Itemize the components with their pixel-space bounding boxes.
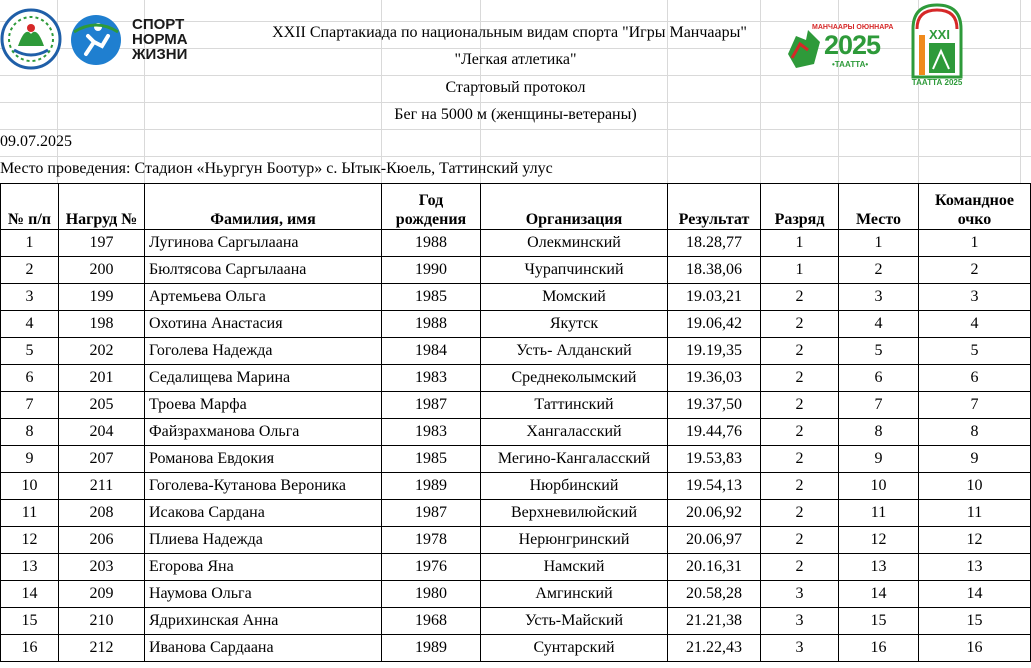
col-header-birth-year: Год рождения — [382, 184, 481, 230]
team-points: 11 — [919, 500, 1031, 527]
result: 20.06,97 — [668, 527, 761, 554]
col-header-organization: Организация — [481, 184, 668, 230]
place: 14 — [839, 581, 919, 608]
birth-year: 1990 — [382, 257, 481, 284]
athlete-name: Троева Марфа — [145, 392, 382, 419]
row-number: 3 — [1, 284, 59, 311]
sport-rank: 2 — [761, 338, 839, 365]
result: 19.06,42 — [668, 311, 761, 338]
place: 1 — [839, 230, 919, 257]
organization: Якутск — [481, 311, 668, 338]
athlete-name: Гоголева-Кутанова Вероника — [145, 473, 382, 500]
birth-year: 1976 — [382, 554, 481, 581]
table-row — [1, 419, 1031, 446]
team-points: 2 — [919, 257, 1031, 284]
birth-year: 1989 — [382, 473, 481, 500]
table-row — [1, 473, 1031, 500]
bib-number: 205 — [59, 392, 145, 419]
team-points: 14 — [919, 581, 1031, 608]
result: 19.53,83 — [668, 446, 761, 473]
table-row — [1, 581, 1031, 608]
place: 15 — [839, 608, 919, 635]
sport-rank: 2 — [761, 473, 839, 500]
athlete-name: Седалищева Марина — [145, 365, 382, 392]
col-header-team-points: Командное очко — [919, 184, 1031, 230]
athlete-name: Лугинова Саргылаана — [145, 230, 382, 257]
team-points: 4 — [919, 311, 1031, 338]
place: 4 — [839, 311, 919, 338]
birth-year: 1988 — [382, 230, 481, 257]
athlete-name: Егорова Яна — [145, 554, 382, 581]
athlete-name: Артемьева Ольга — [145, 284, 382, 311]
table-row — [1, 608, 1031, 635]
gridline — [0, 129, 1031, 130]
team-points: 3 — [919, 284, 1031, 311]
event-name: Бег на 5000 м (женщины-ветераны) — [394, 106, 637, 123]
birth-year: 1983 — [382, 419, 481, 446]
organization: Олекминский — [481, 230, 668, 257]
athlete-name: Бюлтясова Саргылаана — [145, 257, 382, 284]
team-points: 12 — [919, 527, 1031, 554]
result: 19.03,21 — [668, 284, 761, 311]
organization: Усть- Алданский — [481, 338, 668, 365]
table-row — [1, 311, 1031, 338]
athlete-name: Иванова Сардаана — [145, 635, 382, 662]
bib-number: 201 — [59, 365, 145, 392]
athlete-name: Ядрихинская Анна — [145, 608, 382, 635]
organization: Таттинский — [481, 392, 668, 419]
table-row — [1, 554, 1031, 581]
sport-rank: 2 — [761, 392, 839, 419]
birth-year: 1987 — [382, 392, 481, 419]
row-number: 1 — [1, 230, 59, 257]
col-header-place: Место — [839, 184, 919, 230]
gridline — [0, 102, 1031, 103]
sport-rank: 2 — [761, 500, 839, 527]
organization: Верхневилюйский — [481, 500, 668, 527]
place: 11 — [839, 500, 919, 527]
place: 6 — [839, 365, 919, 392]
result: 20.06,92 — [668, 500, 761, 527]
result: 20.16,31 — [668, 554, 761, 581]
organization: Усть-Майский — [481, 608, 668, 635]
bib-number: 210 — [59, 608, 145, 635]
birth-year: 1978 — [382, 527, 481, 554]
athlete-name: Файзрахманова Ольга — [145, 419, 382, 446]
result: 19.36,03 — [668, 365, 761, 392]
spartakiada-xxi-logo: XXI ТААТТА 2025 — [909, 3, 965, 89]
manchaary-games-2025-logo: МАНЧААРЫ ОЮННАРА 2025 •ТААТТА• — [786, 24, 884, 70]
sport-rank: 2 — [761, 365, 839, 392]
team-points: 15 — [919, 608, 1031, 635]
bib-number: 198 — [59, 311, 145, 338]
col-header-number: № п/п — [1, 184, 59, 230]
organization: Чурапчинский — [481, 257, 668, 284]
table-row — [1, 635, 1031, 662]
bib-number: 204 — [59, 419, 145, 446]
bib-number: 203 — [59, 554, 145, 581]
organization: Нюрбинский — [481, 473, 668, 500]
col-header-result: Результат — [668, 184, 761, 230]
team-points: 1 — [919, 230, 1031, 257]
place: 3 — [839, 284, 919, 311]
sport-rank: 2 — [761, 419, 839, 446]
row-number: 7 — [1, 392, 59, 419]
organization: Хангаласский — [481, 419, 668, 446]
athlete-name: Плиева Надежда — [145, 527, 382, 554]
result: 19.37,50 — [668, 392, 761, 419]
gridline — [0, 156, 1031, 157]
place: 9 — [839, 446, 919, 473]
bib-number: 208 — [59, 500, 145, 527]
sport-name: "Легкая атлетика" — [454, 51, 577, 68]
table-row — [1, 527, 1031, 554]
athlete-name: Исакова Сардана — [145, 500, 382, 527]
col-header-rank: Разряд — [761, 184, 839, 230]
table-row — [1, 257, 1031, 284]
table-row — [1, 446, 1031, 473]
organization: Амгинский — [481, 581, 668, 608]
organization: Нерюнгринский — [481, 527, 668, 554]
place: 7 — [839, 392, 919, 419]
row-number: 16 — [1, 635, 59, 662]
result: 21.22,43 — [668, 635, 761, 662]
team-points: 10 — [919, 473, 1031, 500]
row-number: 9 — [1, 446, 59, 473]
birth-year: 1980 — [382, 581, 481, 608]
organization: Намский — [481, 554, 668, 581]
competition-title: XXII Спартакиада по национальным видам спорта "Игры Манчаары" — [272, 24, 747, 41]
sport-rank: 2 — [761, 446, 839, 473]
row-number: 5 — [1, 338, 59, 365]
table-header-row — [1, 184, 1031, 230]
row-number: 4 — [1, 311, 59, 338]
sport-norma-zhizni-logo: СПОРТ НОРМА ЖИЗНИ — [132, 16, 188, 63]
place: 13 — [839, 554, 919, 581]
bib-number: 197 — [59, 230, 145, 257]
row-number: 11 — [1, 500, 59, 527]
team-points: 6 — [919, 365, 1031, 392]
col-header-name: Фамилия, имя — [145, 184, 382, 230]
athlete-name: Гоголева Надежда — [145, 338, 382, 365]
sport-rank: 2 — [761, 284, 839, 311]
organization: Среднеколымский — [481, 365, 668, 392]
bib-number: 199 — [59, 284, 145, 311]
bib-number: 207 — [59, 446, 145, 473]
row-number: 13 — [1, 554, 59, 581]
result: 20.58,28 — [668, 581, 761, 608]
gridline — [0, 75, 1031, 76]
place: 2 — [839, 257, 919, 284]
organization: Момский — [481, 284, 668, 311]
row-number: 15 — [1, 608, 59, 635]
result: 19.54,13 — [668, 473, 761, 500]
team-points: 13 — [919, 554, 1031, 581]
place: 5 — [839, 338, 919, 365]
team-points: 16 — [919, 635, 1031, 662]
birth-year: 1983 — [382, 365, 481, 392]
sport-rank: 2 — [761, 527, 839, 554]
birth-year: 1984 — [382, 338, 481, 365]
organization: Мегино-Кангаласский — [481, 446, 668, 473]
table-row — [1, 392, 1031, 419]
sport-rank: 3 — [761, 608, 839, 635]
place: 8 — [839, 419, 919, 446]
row-number: 14 — [1, 581, 59, 608]
athlete-name: Романова Евдокия — [145, 446, 382, 473]
table-row — [1, 284, 1031, 311]
birth-year: 1987 — [382, 500, 481, 527]
athlete-name: Охотина Анастасия — [145, 311, 382, 338]
result: 18.28,77 — [668, 230, 761, 257]
result: 21.21,38 — [668, 608, 761, 635]
row-number: 2 — [1, 257, 59, 284]
row-number: 12 — [1, 527, 59, 554]
table-row — [1, 338, 1031, 365]
row-number: 6 — [1, 365, 59, 392]
bib-number: 206 — [59, 527, 145, 554]
birth-year: 1989 — [382, 635, 481, 662]
birth-year: 1985 — [382, 446, 481, 473]
table-row — [1, 230, 1031, 257]
event-date: 09.07.2025 — [0, 133, 72, 150]
birth-year: 1985 — [382, 284, 481, 311]
bib-number: 212 — [59, 635, 145, 662]
row-number: 8 — [1, 419, 59, 446]
place: 10 — [839, 473, 919, 500]
sport-rank: 1 — [761, 257, 839, 284]
bib-number: 211 — [59, 473, 145, 500]
results-table — [0, 183, 1031, 662]
bib-number: 200 — [59, 257, 145, 284]
sport-rank: 1 — [761, 230, 839, 257]
bib-number: 209 — [59, 581, 145, 608]
team-points: 5 — [919, 338, 1031, 365]
athlete-name: Наумова Ольга — [145, 581, 382, 608]
col-header-bib: Нагруд № — [59, 184, 145, 230]
result: 19.19,35 — [668, 338, 761, 365]
document-type: Стартовый протокол — [445, 79, 586, 96]
sport-rank: 2 — [761, 554, 839, 581]
team-points: 7 — [919, 392, 1031, 419]
result: 18.38,06 — [668, 257, 761, 284]
sport-rank: 3 — [761, 635, 839, 662]
team-points: 9 — [919, 446, 1031, 473]
table-row — [1, 500, 1031, 527]
team-points: 8 — [919, 419, 1031, 446]
organization: Сунтарский — [481, 635, 668, 662]
birth-year: 1988 — [382, 311, 481, 338]
birth-year: 1968 — [382, 608, 481, 635]
place: 16 — [839, 635, 919, 662]
sport-rank: 3 — [761, 581, 839, 608]
sport-rank: 2 — [761, 311, 839, 338]
place: 12 — [839, 527, 919, 554]
row-number: 10 — [1, 473, 59, 500]
table-row — [1, 365, 1031, 392]
bib-number: 202 — [59, 338, 145, 365]
result: 19.44,76 — [668, 419, 761, 446]
venue: Место проведения: Стадион «Ньургун Боотур» с. Ытык-Кюель, Таттинский улус — [0, 160, 553, 177]
